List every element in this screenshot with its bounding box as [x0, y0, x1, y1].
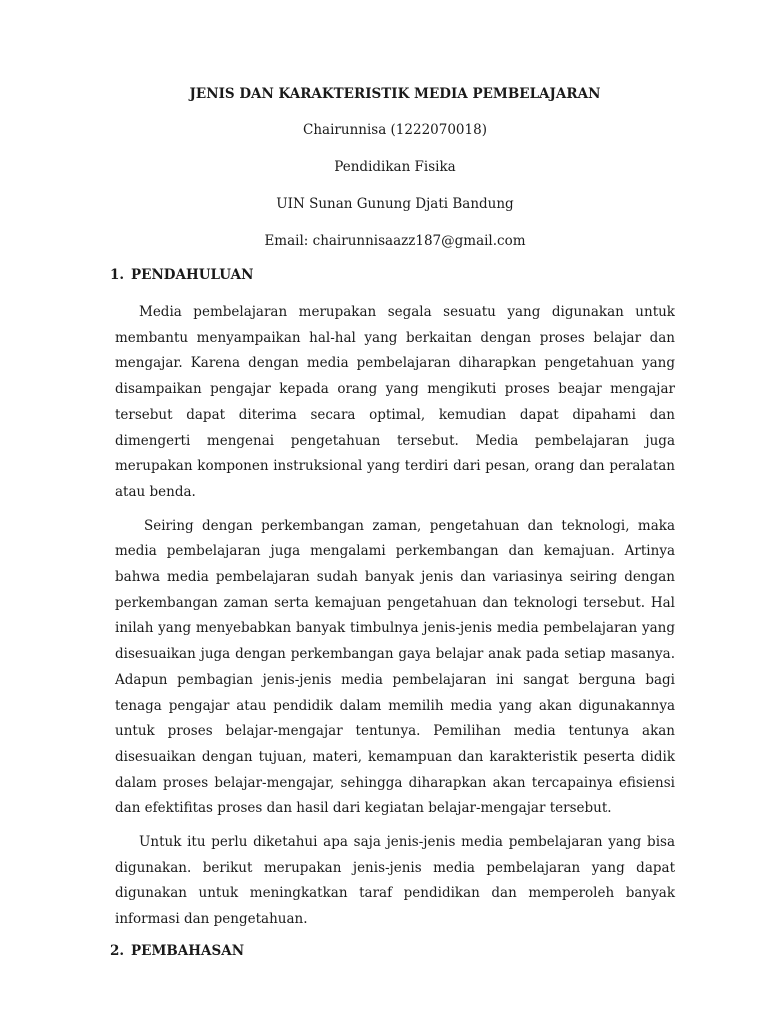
author-name: Chairunnisa (1222070018)	[303, 122, 487, 138]
section-title: PENDAHULUAN	[131, 267, 254, 283]
section-heading-pendahuluan	[110, 265, 675, 285]
section-number: 2.	[110, 942, 125, 959]
document-page	[110, 84, 675, 976]
document-title: JENIS DAN KARAKTERISTIK MEDIA PEMBELAJARAN	[189, 86, 601, 102]
author-email: Email: chairunnisaazz187@gmail.com	[264, 233, 526, 249]
section-number: 1.	[110, 267, 125, 283]
section-heading-pembahasan	[110, 941, 675, 961]
section-title: PEMBAHASAN	[131, 942, 245, 959]
paragraph: Media pembelajaran merupakan segala sesuatu yang digunakan untuk membantu menyampaikan hal-hal yang berkaitan dengan proses belajar dan mengajar. Karena dengan media pembelajaran diharapkan pengetahuan yang disampaikan pengajar kepada orang yang mengikuti proses beajar mengajar tersebut dapat diterima secara optimal, kemudian dapat dipahami dan dimengerti mengenai pengetahuan tersebut. Media pembelajaran juga merupakan komponen instruksional yang terdiri dari pesan, orang dan peralatan atau benda.	[115, 304, 675, 500]
institution: UIN Sunan Gunung Djati Bandung	[276, 196, 514, 212]
paragraph: Seiring dengan perkembangan zaman, pengetahuan dan teknologi, maka media pembelajaran juga mengalami perkembangan dan kemajuan. Artinya bahwa media pembelajaran sudah banyak jenis dan variasinya seiring dengan perkembangan zaman serta kemajuan pengetahuan dan teknologi tersebut. Hal inilah yang menyebabkan banyak timbulnya jenis-jenis media pembelajaran yang disesuaikan juga dengan perkembangan gaya belajar anak pada setiap masanya. Adapun pembagian jenis-jenis media pembelajaran ini sangat berguna bagi tenaga pengajar atau pendidik dalam memilih media yang akan digunakannya untuk proses belajar-mengajar tentunya. Pemilihan media tentunya akan disesuaikan dengan tujuan, materi, kemampuan dan karakteristik peserta didik dalam proses belajar-mengajar, sehingga diharapkan akan tercapainya efisiensi dan efektifitas proses dan hasil dari kegiatan belajar-mengajar tersebut.	[115, 517, 675, 817]
department: Pendidikan Fisika	[334, 159, 456, 175]
paragraph: Untuk itu perlu diketahui apa saja jenis-jenis media pembelajaran yang bisa digunakan. berikut merupakan jenis-jenis media pembelajaran yang dapat digunakan untuk meningkatkan taraf pendidikan dan memperoleh banyak informasi dan pengetahuan.	[115, 834, 675, 928]
